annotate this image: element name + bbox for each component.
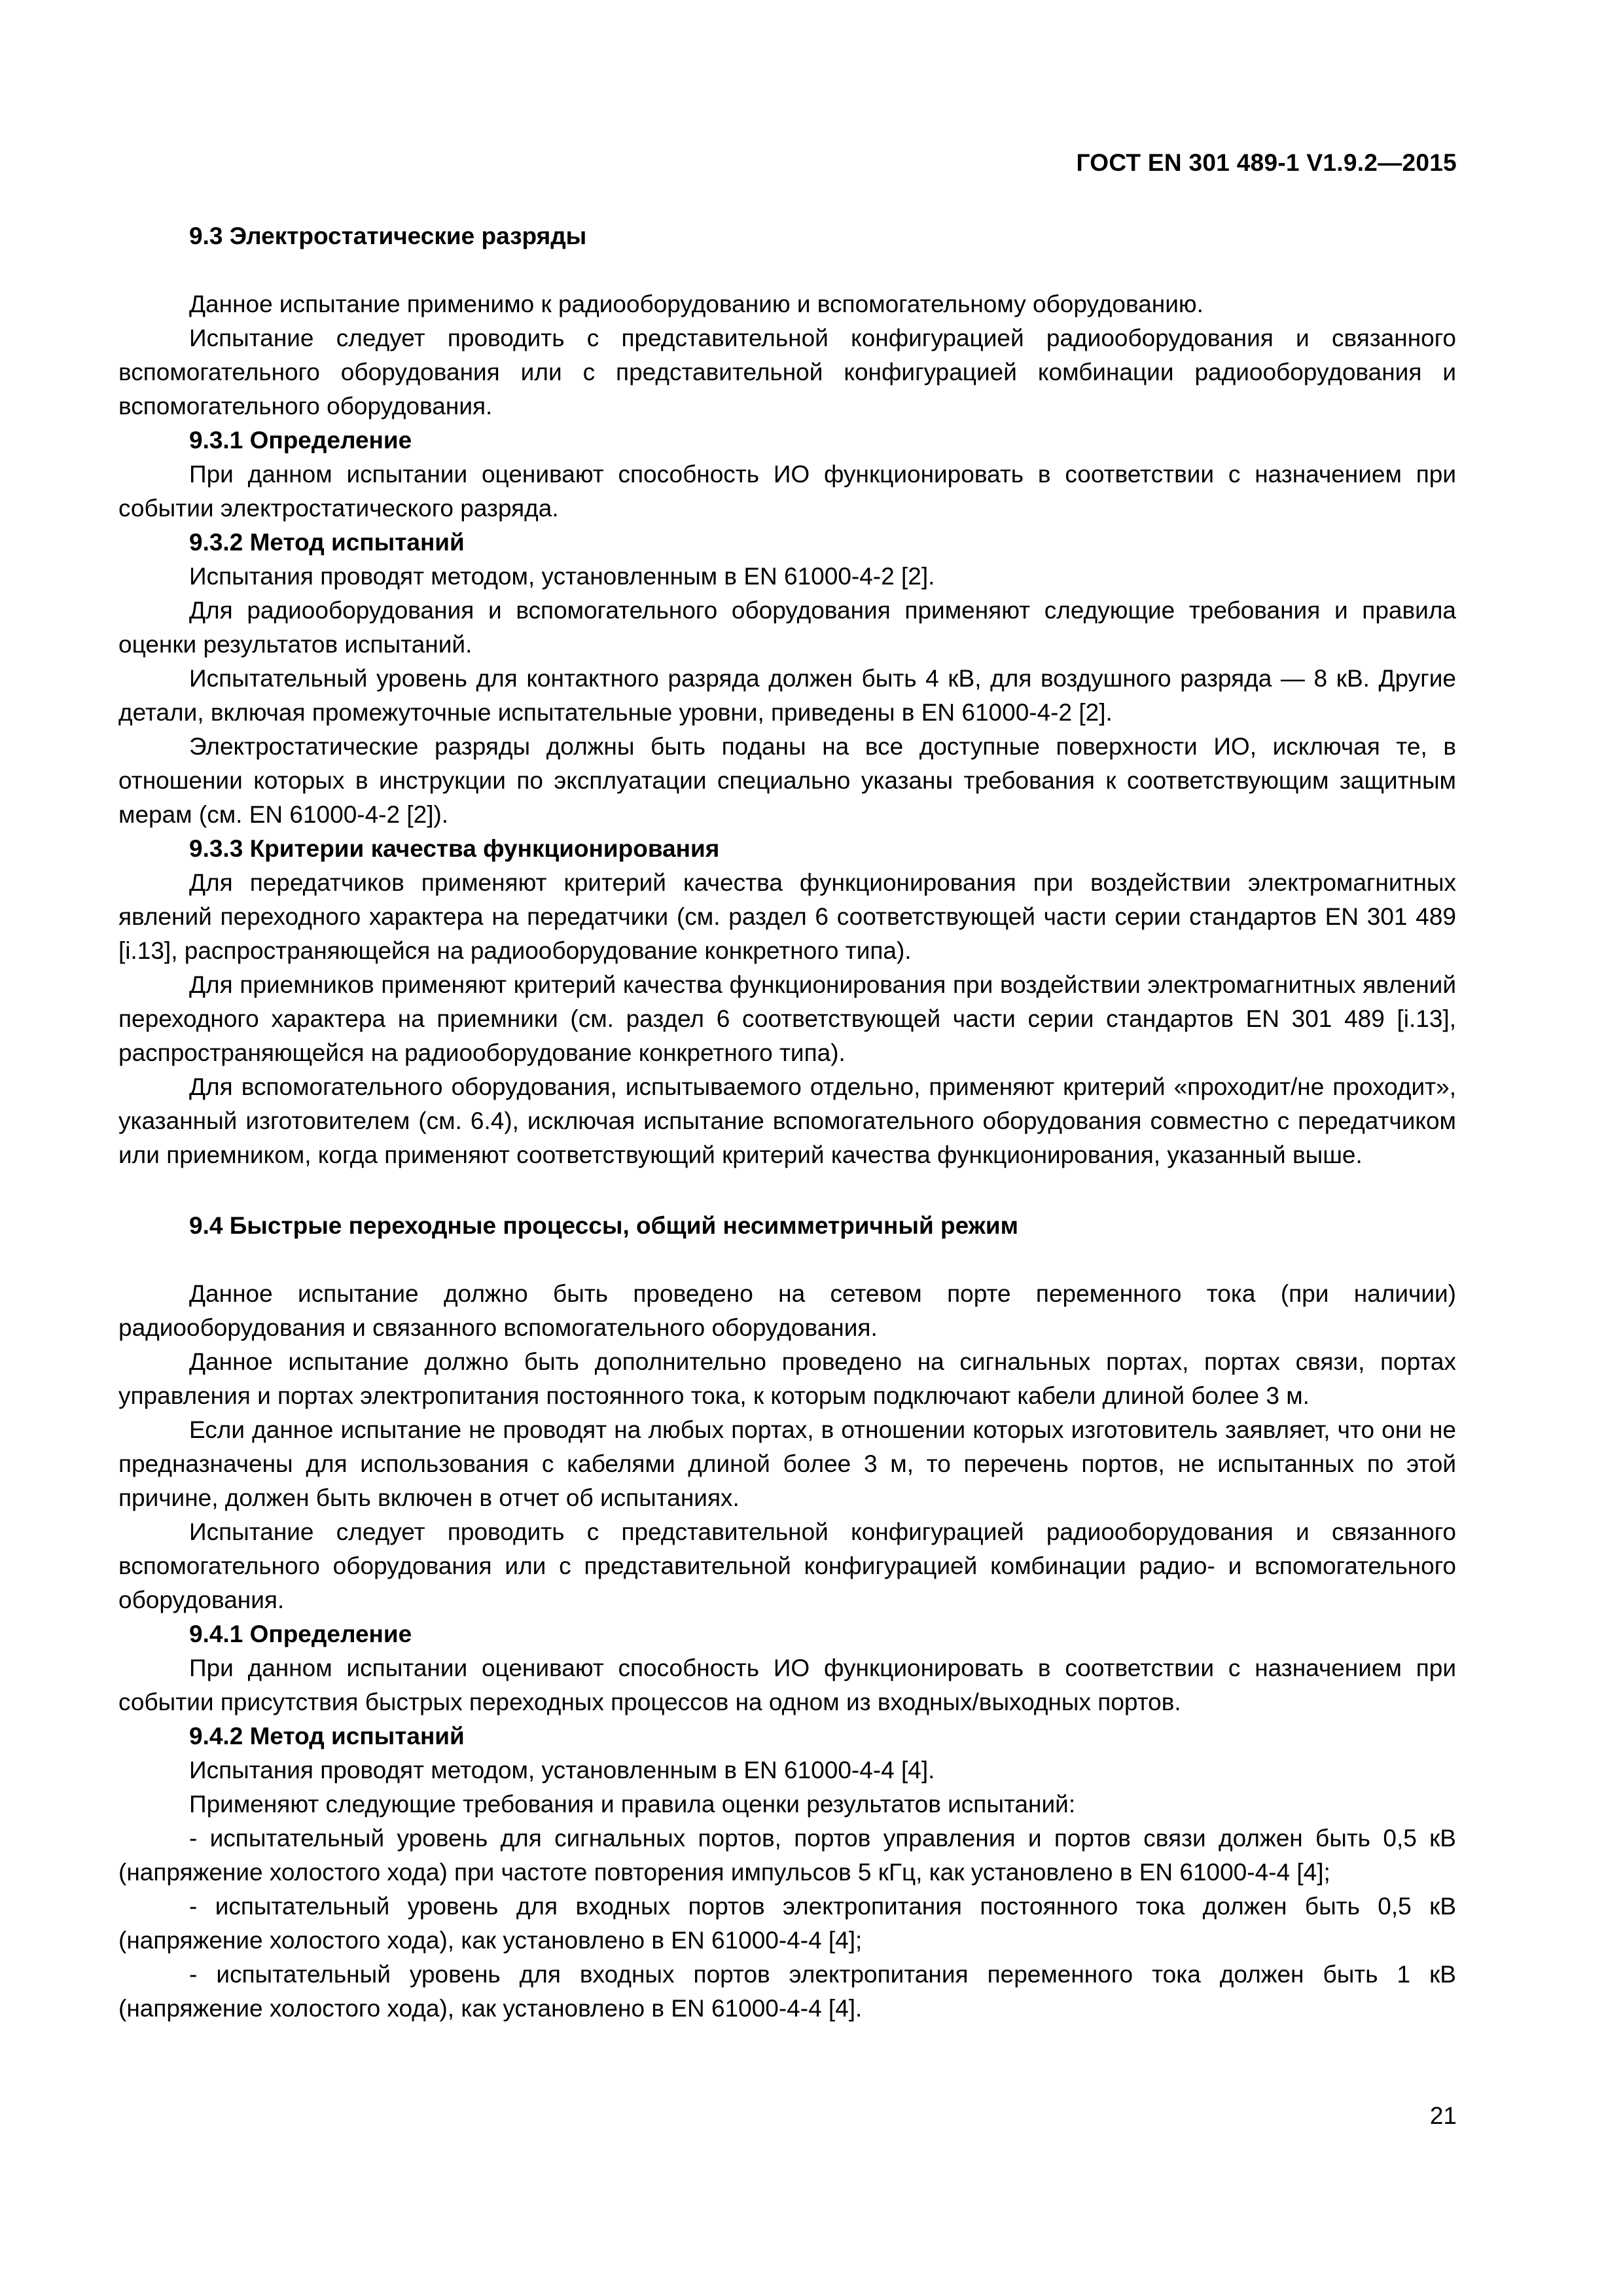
page-number: 21	[1429, 2102, 1457, 2129]
subsection-heading-9-4-1: 9.4.1 Определение	[189, 1621, 412, 1647]
paragraph: Данное испытание должно быть дополнительно проведено на сигнальных портах, портах связи, портах управления и портах электропитания постоянного тока, к которым подключают кабели длиной более 3 м.	[118, 1348, 1456, 1409]
paragraph: Испытания проводят методом, установленным в EN 61000-4-4 [4].	[189, 1757, 935, 1784]
list-item: - испытательный уровень для входных портов электропитания переменного тока должен быть 1 кВ (напряжение холостого хода), как установлено в EN 61000-4-4 [4].	[118, 1961, 1456, 2022]
paragraph: Испытания проводят методом, установленным в EN 61000-4-2 [2].	[189, 563, 935, 590]
document-body	[118, 219, 1456, 2026]
paragraph: Испытательный уровень для контактного разряда должен быть 4 кВ, для воздушного разряда — 8 кВ. Другие детали, включая промежуточные испытательные уровни, приведены в EN 61000-4-2 [2].	[118, 665, 1456, 726]
paragraph: Испытание следует проводить с представительной конфигурацией радиооборудования и связанного вспомогательного оборудования или с представительной конфигурацией комбинации радио- и вспомогательного оборудования.	[118, 1518, 1456, 1613]
section-heading-9-4: 9.4 Быстрые переходные процессы, общий несимметричный режим	[189, 1212, 1019, 1239]
list-item: - испытательный уровень для сигнальных портов, портов управления и портов связи должен быть 0,5 кВ (напряжение холостого хода) при частоте повторения импульсов 5 кГц, как установлено в EN 61000-4-4 [4];	[118, 1825, 1456, 1886]
paragraph: Для приемников применяют критерий качества функционирования при воздействии электромагнитных явлений переходного характера на приемники (см. раздел 6 соответствующей части серии стандартов EN 301 489 [i.13], распространяющейся на радиооборудование конкретного типа).	[118, 971, 1456, 1066]
running-header: ГОСТ EN 301 489-1 V1.9.2—2015	[1076, 149, 1457, 176]
paragraph: Применяют следующие требования и правила оценки результатов испытаний:	[189, 1791, 1076, 1818]
list-item: - испытательный уровень для входных портов электропитания постоянного тока должен быть 0,5 кВ (напряжение холостого хода), как установлено в EN 61000-4-4 [4];	[118, 1893, 1456, 1954]
paragraph: Данное испытание применимо к радиооборудованию и вспомогательному оборудованию.	[189, 291, 1204, 317]
subsection-heading-9-3-3: 9.3.3 Критерии качества функционирования	[189, 835, 720, 862]
paragraph: Для передатчиков применяют критерий качества функционирования при воздействии электромагнитных явлений переходного характера на передатчики (см. раздел 6 соответствующей части серии стандартов EN 301 489 [i.13], распространяющейся на радиооборудование конкретного типа).	[118, 869, 1456, 964]
paragraph: При данном испытании оценивают способность ИО функционировать в соответствии с назначением при событии присутствия быстрых переходных процессов на одном из входных/выходных портов.	[118, 1655, 1456, 1715]
subsection-heading-9-3-2: 9.3.2 Метод испытаний	[189, 529, 465, 556]
section-heading-9-3: 9.3 Электростатические разряды	[189, 223, 587, 249]
paragraph: Данное испытание должно быть проведено на сетевом порте переменного тока (при наличии) радиооборудования и связанного вспомогательного оборудования.	[118, 1280, 1456, 1341]
paragraph: При данном испытании оценивают способность ИО функционировать в соответствии с назначением при событии электростатического разряда.	[118, 461, 1456, 522]
paragraph: Испытание следует проводить с представительной конфигурацией радиооборудования и связанного вспомогательного оборудования или с представительной конфигурацией комбинации радиооборудования и вспомогательного оборудования.	[118, 325, 1456, 420]
paragraph: Для вспомогательного оборудования, испытываемого отдельно, применяют критерий «проходит/не проходит», указанный изготовителем (см. 6.4), исключая испытание вспомогательного оборудования совместно с передатчиком или приемником, когда применяют соответствующий критерий качества функционирования, указанный выше.	[118, 1073, 1456, 1168]
subsection-heading-9-4-2: 9.4.2 Метод испытаний	[189, 1723, 465, 1749]
paragraph: Электростатические разряды должны быть поданы на все доступные поверхности ИО, исключая те, в отношении которых в инструкции по эксплуатации специально указаны требования к соответствующим защитным мерам (см. EN 61000-4-2 [2]).	[118, 733, 1456, 828]
paragraph: Если данное испытание не проводят на любых портах, в отношении которых изготовитель заявляет, что они не предназначены для использования с кабелями длиной более 3 м, то перечень портов, не испытанных по этой причине, должен быть включен в отчет об испытаниях.	[118, 1416, 1456, 1511]
subsection-heading-9-3-1: 9.3.1 Определение	[189, 427, 412, 454]
paragraph: Для радиооборудования и вспомогательного оборудования применяют следующие требования и правила оценки результатов испытаний.	[118, 597, 1456, 658]
